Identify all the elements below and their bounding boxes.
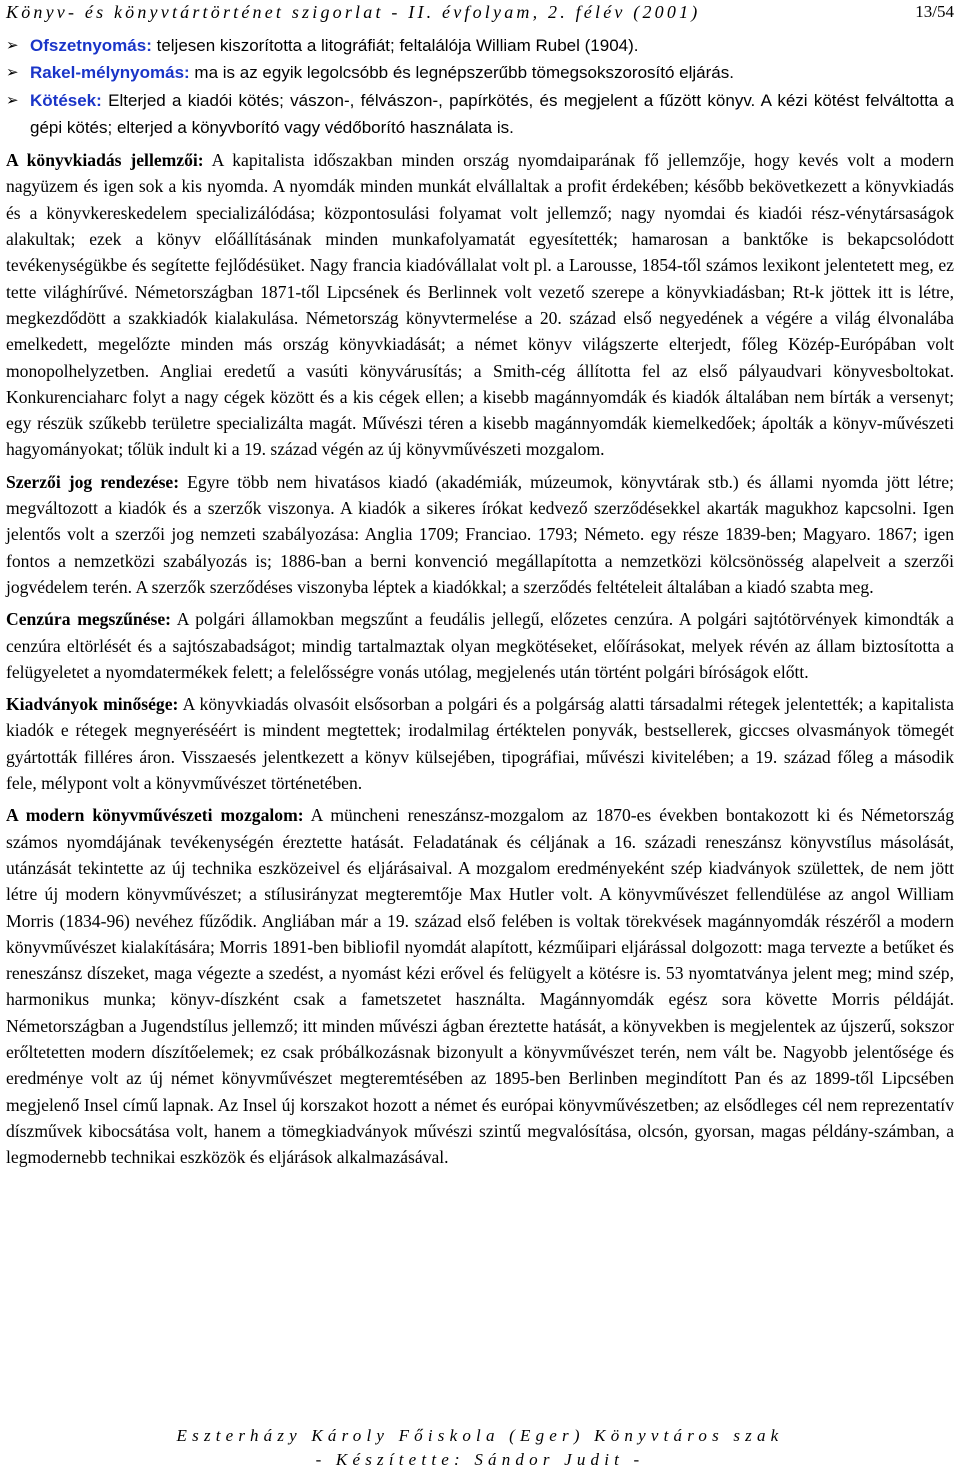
footer-author: - Készítette: Sándor Judit - [315, 1450, 645, 1469]
paragraph-text: Egyre több nem hivatásos kiadó (akadémiák, múzeumok, könyvtárak stb.) és állami nyomda jött létre; megváltozott a kiadók és a szerzők viszonya. A kiadók a sikeres írókat kedvező szerződésekkel akarták magukhoz kapcsolni. Igen jelentős volt a szerzői jog nemzeti szabályozása: Anglia 1709; Franciao. 1793; Németo. egy része 1839-ben; Magyaro. 1867; igen fontos a nemzetközi szabályozás is; 1886-ban a berni konvenció megállapította a nemzetközi kölcsönösség alapelveit a szerzői jogvédelem terén. A szerzők szerződéses viszonyba léptek a kiadókkal; a szerződés feltételeit általában a kiadó szabta meg. [6, 471, 954, 597]
page-footer [0, 1424, 960, 1472]
paragraph [6, 802, 954, 1170]
list-item [6, 87, 954, 142]
paragraph-term: A modern könyvművészeti mozgalom: [6, 805, 304, 826]
paragraph-text: A müncheni reneszánsz-mozgalom az 1870-es években bontakozott ki és Németország számos nyomdájának tevékenységén éreztette hatását. Feladatának és céljának a 16. századi reneszánsz könyvstílus másolását, utánzását tekintette az új technika eszközeivel és eljárásaival. A mozgalom eredményeként szép kiadványok születtek, de nem jött létre új modern könyvművészet; a stílusirányzat megteremtője Max Hutler volt. A könyvművészet fellendülése az angol William Morris (1834-96) nevéhez fűződik. Angliában már a 19. század első felében is voltak törekvések magánnyomdák részéről a modern könyvművészet kialakítására; Morris 1891-ben bibliofil nyomdát alapított, kézműipari eljárással dolgozott: maga tervezte a betűket és reneszánsz díszeket, maga végezte a szedést, a nyomást kézi erővel és felügyelt a kötésre is. 53 nyomtatványa jelent meg; mind szép, harmonikus munka; könyv-díszként csak a fametszetet használta. Magánnyomdák egész sora követte Morris példáját. Németországban a Jugendstílus jellemző; itt minden művészi ágban éreztette hatását, a könyvekben is megjelentek az újszerű, sokszor erőltetetten modern díszítőelemek; ez csak próbálkozásnak bizonyult a könyvművészet terén, nem vált be. Nagyobb jelentősége és eredménye volt az új német könyvművészet megteremtésében az 1895-ben Berlinben megindított Pan és az 1899-től Lipcsében megjelenő Insel című lapnak. Az Insel új korszakot hozott a német és európai könyvművészetben; az elsődleges cél nem reprezentatív díszművek kibocsátása volt, hanem a tömegkiadványok művészi szintű megvalósítása, olcsón, gyorsan, magas példány-számban, a legmodernebb technikai eszközök és eljárások alkalmazásával. [6, 805, 954, 1168]
bullet-list [6, 32, 954, 141]
list-item [6, 59, 954, 86]
paragraph-text: A polgári államokban megszűnt a feudális jellegű, előzetes cenzúra. A polgári sajtótörvények kimondták a cenzúra eltörlését és a sajtószabadságot; mindig tartalmaztak olyan megkötéseket, előírásokat, melyek révén az állam biztosította a felügyeletet a nyomdatermékek felett; a felelősségre vonás utólag, megjelenés után történt polgári bíróságok előtt. [6, 609, 954, 682]
paragraph-term: Kiadványok minősége: [6, 694, 179, 715]
paragraph [6, 606, 954, 685]
page-number: 13/54 [915, 2, 954, 21]
list-item-text: ma is az egyik legolcsóbb és legnépszerűbb tömegsokszorosító eljárás. [189, 63, 734, 83]
list-item-term: Rakel-mélynyomás: [30, 63, 190, 83]
list-item-term: Ofszetnyomás: [30, 36, 152, 55]
arrowhead-bullet-icon: ➢ [6, 36, 19, 54]
page-header [6, 2, 954, 28]
arrowhead-bullet-icon: ➢ [6, 90, 19, 109]
paragraph-text: A könyvkiadás olvasóit elsősorban a polgári és a polgárság alatti társadalmi rétegek jelentették; a kapitalista kiadók e rétegek megnyeréséért is mindent megtettek; irodalmilag értéktelen ponyvák, bestsellerek, giccses olvasmányok tömegét gyártották filléres áron. Visszaesés jelentkezett a könyv külsejében, tipográfiai, művészi kivitelében; a 19. század főleg a második fele, mélypont volt a könyvművészet történetében. [6, 694, 954, 794]
arrowhead-bullet-icon: ➢ [6, 63, 19, 82]
list-item-text: teljesen kiszorította a litográfiát; feltalálója William Rubel (1904). [151, 36, 639, 55]
list-item-continuation: A kézi kötést felváltotta a gépi kötés; elterjed a könyvborító vagy védőborító használata is. [30, 90, 954, 137]
paragraph [6, 147, 954, 463]
paragraph-text: A kapitalista időszakban minden ország nyomdaiparának fő jellemzője, hogy kevés volt a modern nagyüzem és igen sok a kis nyomda. A nyomdák minden munkát elvállaltak a profit érdekében; később bekövetkezett a könyvkiadás és a könyvkereskedelem specializálódása; központosulási folyamat volt jellemző; nagy nyomdai és kiadói rész-vénytársaságok alakultak; ezek a könyv előállításának minden munkafolyamatát egyesítették; hamarosan a banktőke is bekapcsolódott tevékenységükbe és segítette fejlődésüket. Nagy francia kiadóvállalat volt pl. a Larousse, 1854-től számos lexikont jelentetett meg, ez tette világhírűvé. Németországban 1871-től Lipcsének és Berlinnek volt vezető szerepe a könyvkiadásban; Rt-k jöttek itt is létre, megkezdődött a szakkiadók kialakulása. Németország könyvtermelése a 20. század első negyedének a végére a világ élvonalába emelkedett, megelőzte minden más ország könyvkiadását; a német könyv világszerte elterjedt, főleg Közép-Európában volt monopolhelyzetben. Angliai eredetű a vasúti könyvárusítás; a Smith-cég állította fel az első pályaudvari könyvesboltokat. Konkurenciaharc folyt a nagy cégek között és a kis cégek ellen; a kisebb magánnyomdák és kiadók általában nem bírták a versenyt; egy részük szűkebb területre specializálta magát. Művészi téren a kisebb magánnyomdák kiemelkedőek; ápolták a könyv-művészeti hagyományokat; tőlük indult ki a 19. század végén az új könyvművészeti mozgalom. [6, 150, 954, 460]
footer-institution: Eszterházy Károly Főiskola (Eger) Könyvtáros szak [176, 1426, 784, 1445]
paragraph-term: A könyvkiadás jellemzői: [6, 150, 204, 171]
paragraph [6, 469, 954, 600]
paragraph [6, 691, 954, 796]
paragraph-term: Szerzői jog rendezése: [6, 471, 180, 492]
list-item-term: Kötések: [30, 90, 102, 110]
paragraph-term: Cenzúra megszűnése: [6, 609, 172, 630]
document-body [6, 32, 954, 1170]
list-item [6, 32, 954, 59]
header-title: Könyv- és könyvtártörténet szigorlat - II. évfolyam, 2. félév (2001) [6, 2, 701, 22]
list-item-text: Elterjed a kiadói kötés; vászon-, félvászon-, papírkötés, és megjelent a fűzött könyv. [101, 90, 756, 110]
